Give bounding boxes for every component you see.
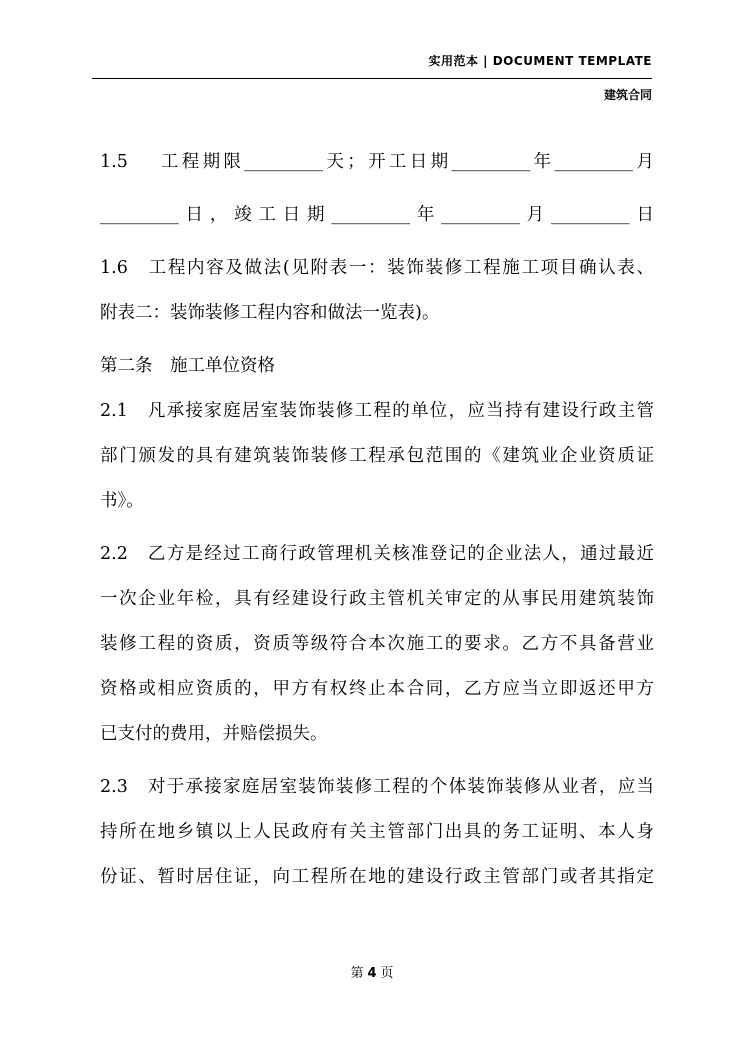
footer-suffix: 页: [380, 966, 394, 981]
footer-prefix: 第: [350, 966, 364, 981]
text-line: 装修工程的资质，资质等级符合本次施工的要求。乙方不具备营业: [100, 634, 654, 654]
text-line: 2.2 乙方是经过工商行政管理机关核准登记的企业法人，通过最近: [100, 544, 654, 564]
header-subtitle: 建筑合同: [603, 88, 652, 102]
text-line: 1.6 工程内容及做法(见附表一：装饰装修工程施工项目确认表、: [100, 258, 654, 278]
text-line: 资格或相应资质的，甲方有权终止本合同，乙方应当立即返还甲方: [100, 679, 654, 699]
text-line: 2.1 凡承接家庭居室装饰装修工程的单位，应当持有建设行政主管: [100, 401, 654, 421]
header-title: 实用范本 | DOCUMENT TEMPLATE: [428, 54, 652, 68]
text-line: 持所在地乡镇以上人民政府有关主管部门出具的务工证明、本人身: [100, 822, 654, 842]
text-line: 书》。: [100, 491, 144, 511]
section-heading: 第二条 施工单位资格: [100, 356, 275, 376]
text-line: 附表二：装饰装修工程内容和做法一览表)。: [100, 303, 440, 323]
text-line: 2.3 对于承接家庭居室装饰装修工程的个体装饰装修从业者，应当: [100, 777, 654, 797]
page-number: 4: [367, 966, 377, 981]
text-line: 份证、暂时居住证，向工程所在地的建设行政主管部门或者其指定: [100, 867, 654, 887]
text-line: 部门颁发的具有建筑装饰装修工程承包范围的《建筑业企业资质证: [100, 446, 654, 466]
page-footer: [0, 962, 744, 981]
document-body: [100, 140, 654, 900]
text-line: 1.5 工程期限_________天；开工日期_________年_________月: [100, 152, 654, 172]
text-line: _________日，竣工日期_________年_________月_________日: [100, 205, 654, 225]
header-divider: [92, 78, 652, 79]
text-line: 一次企业年检，具有经建设行政主管机关审定的从事民用建筑装饰: [100, 589, 654, 609]
text-line: 已支付的费用，并赔偿损失。: [100, 724, 328, 744]
